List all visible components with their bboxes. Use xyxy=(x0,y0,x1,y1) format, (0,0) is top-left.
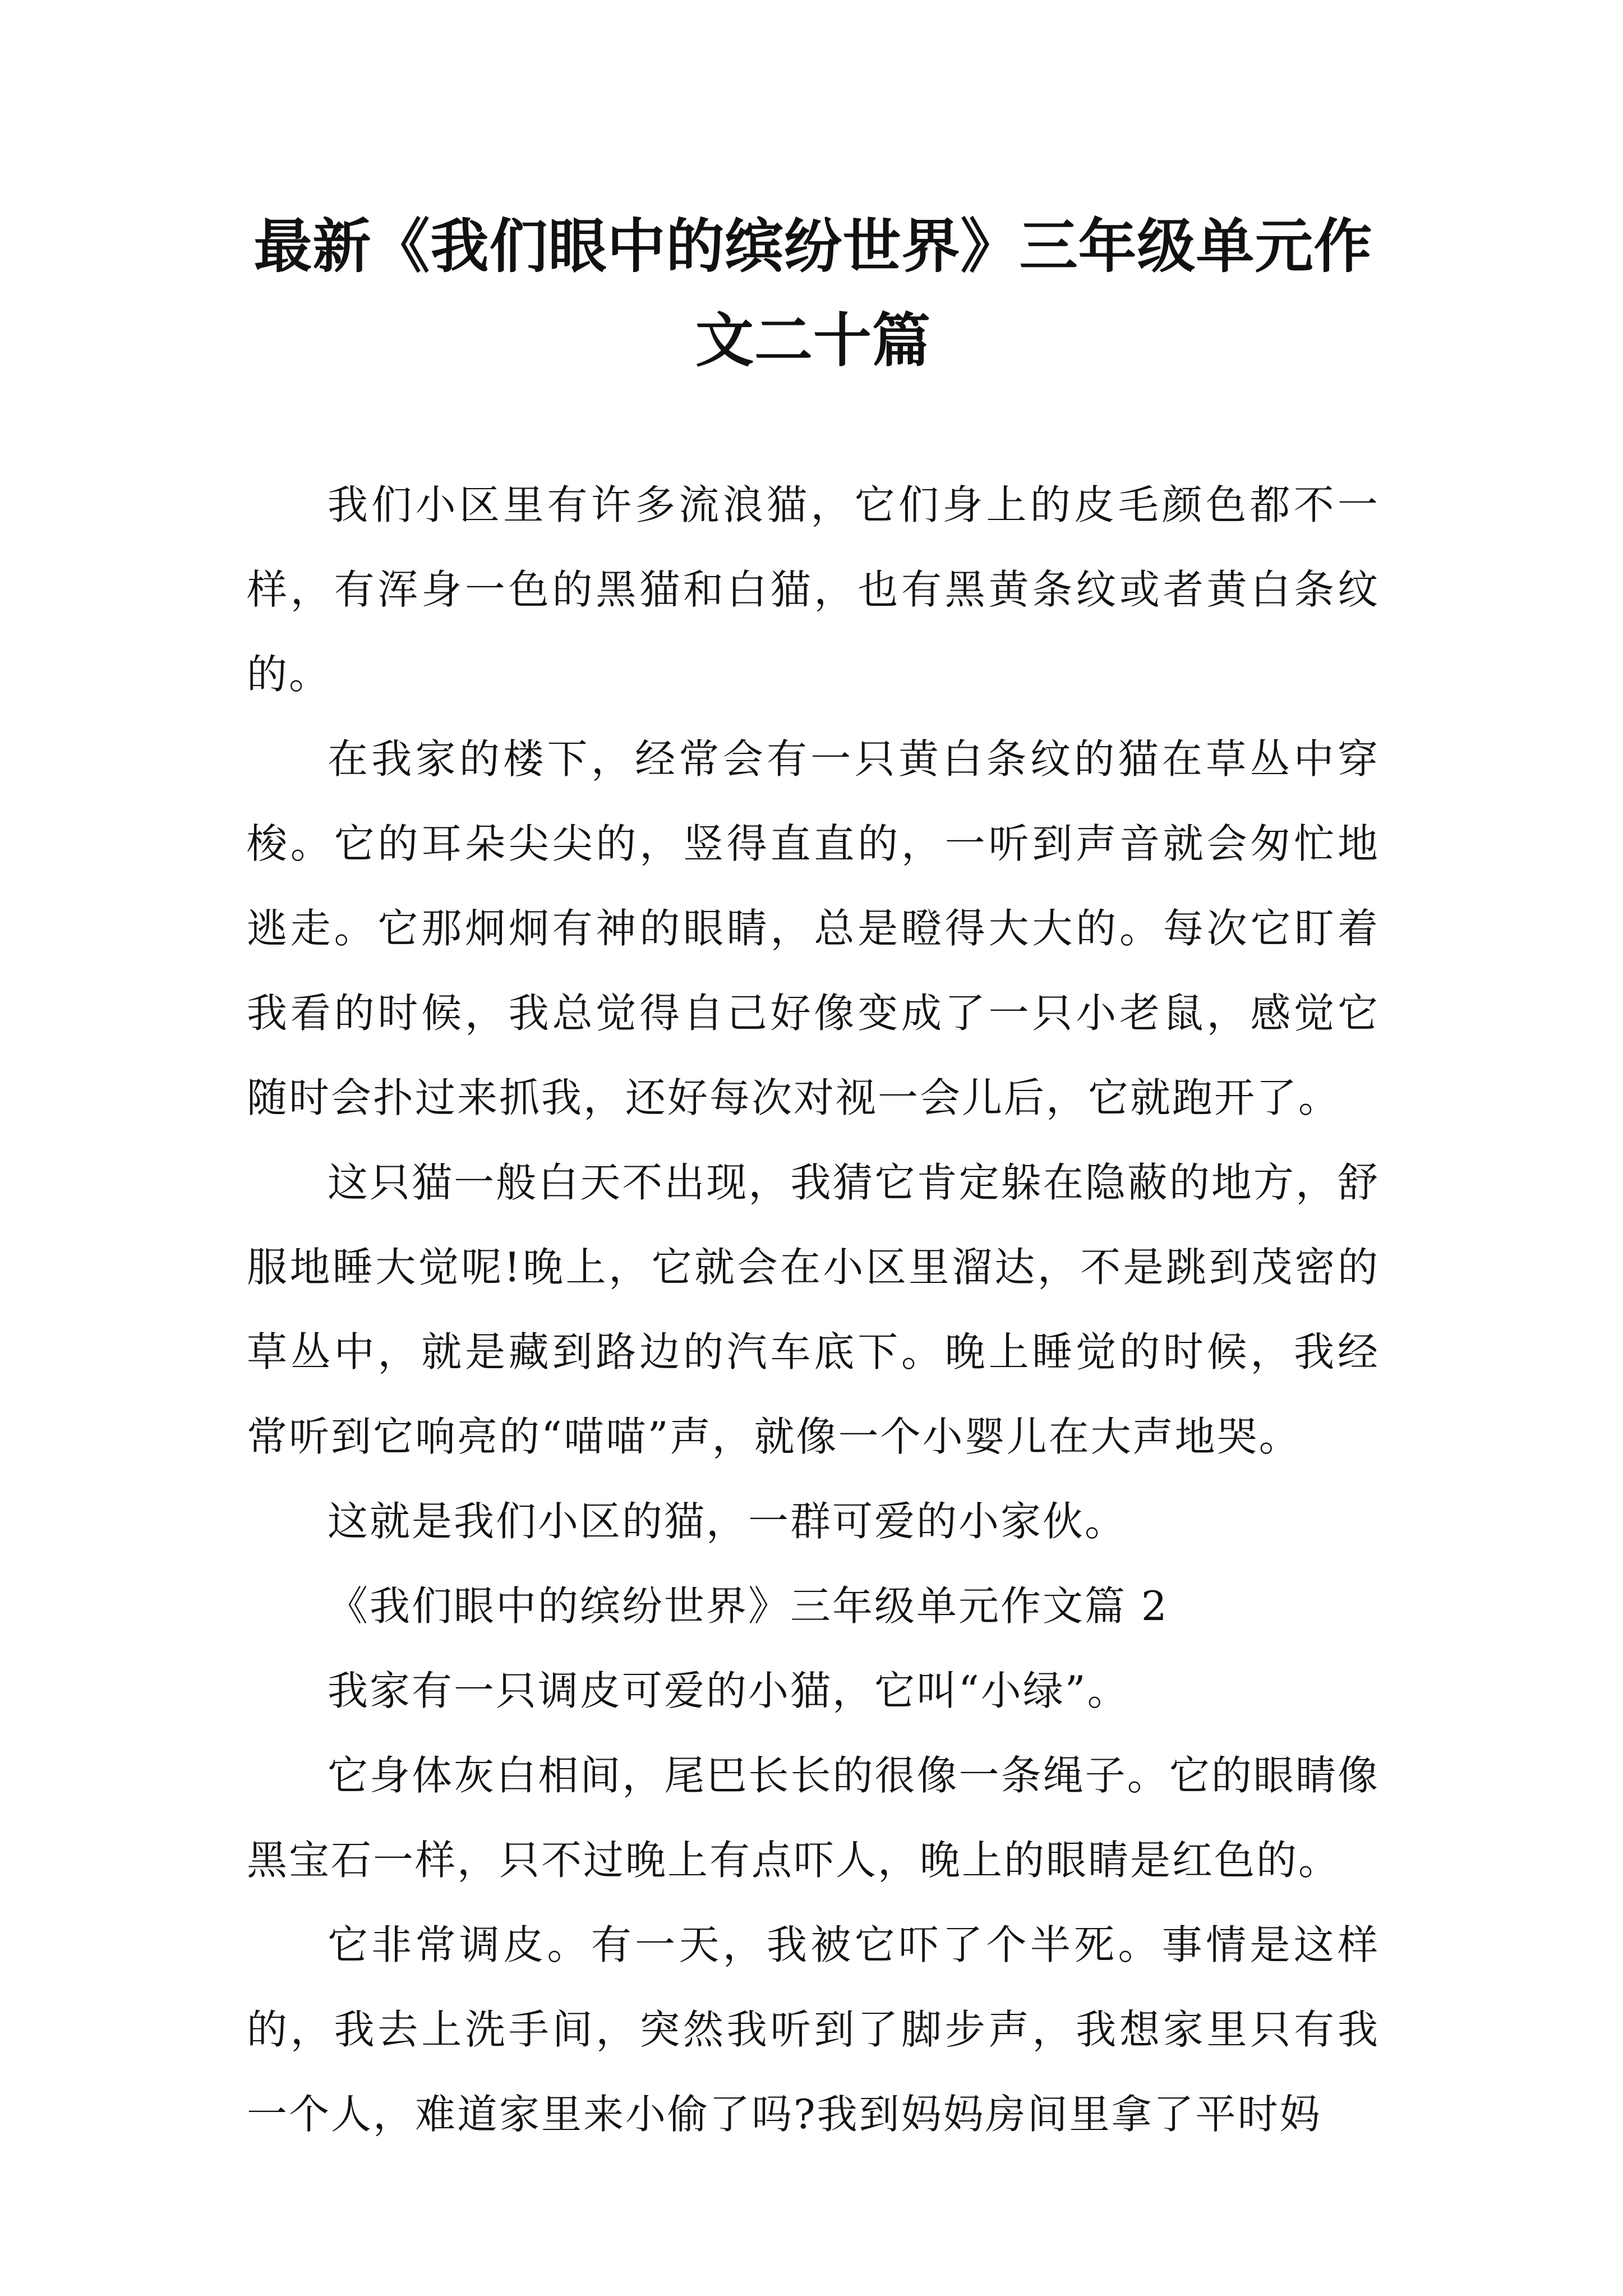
document-title: 最新《我们眼中的缤纷世界》三年级单元作文二十篇 xyxy=(253,211,1373,375)
document-body xyxy=(247,463,1380,2157)
paragraph: 这只猫一般白天不出现，我猜它肯定躲在隐蔽的地方，舒服地睡大觉呢!晚上，它就会在小区里溜达，不是跳到茂密的草丛中，就是藏到路边的汽车底下。晚上睡觉的时候，我经常听到它响亮的“喵喵”声，就像一个小婴儿在大声地哭。 xyxy=(247,1159,1380,1460)
paragraph: 这就是我们小区的猫，一群可爱的小家伙。 xyxy=(328,1498,1127,1545)
section-heading: 《我们眼中的缤纷世界》三年级单元作文篇 2 xyxy=(328,1582,1169,1630)
paragraph: 在我家的楼下，经常会有一只黄白条纹的猫在草丛中穿梭。它的耳朵尖尖的，竖得直直的，一听到声音就会匆忙地逃走。它那炯炯有神的眼睛，总是瞪得大大的。每次它盯着我看的时候，我总觉得自己好像变成了一只小老鼠，感觉它随时会扑过来抓我，还好每次对视一会儿后，它就跑开了。 xyxy=(247,735,1380,1121)
paragraph: 我们小区里有许多流浪猫，它们身上的皮毛颜色都不一样，有浑身一色的黑猫和白猫，也有黑黄条纹或者黄白条纹的。 xyxy=(247,481,1380,698)
paragraph: 我家有一只调皮可爱的小猫，它叫“小绿”。 xyxy=(328,1667,1129,1714)
paragraph: 它身体灰白相间，尾巴长长的很像一条绳子。它的眼睛像黑宝石一样，只不过晚上有点吓人，晚上的眼睛是红色的。 xyxy=(247,1752,1380,1884)
paragraph: 它非常调皮。有一天，我被它吓了个半死。事情是这样的，我去上洗手间，突然我听到了脚步声，我想家里只有我一个人，难道家里来小偷了吗?我到妈妈房间里拿了平时妈 xyxy=(247,1921,1380,2138)
